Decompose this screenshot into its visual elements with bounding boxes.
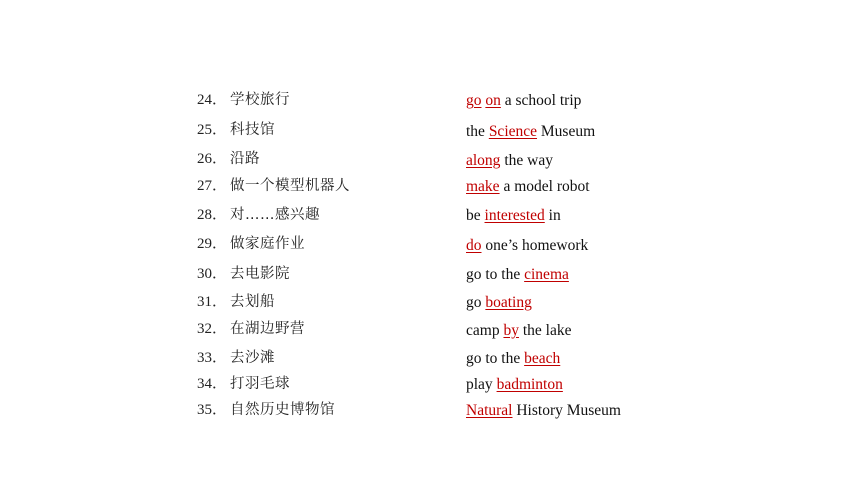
answer-blank: cinema [524,266,569,283]
english-phrase [466,90,581,112]
item-number: 33． [197,350,228,366]
phrase-text: camp [466,322,504,339]
phrase-row-en [0,235,860,259]
item-number: 32． [197,321,228,337]
phrase-text: the way [500,152,553,169]
phrase-row-en [0,374,860,398]
phrase-text: a model robot [499,178,590,195]
item-number: 24． [197,92,228,108]
phrase-row-en [0,121,860,145]
item-number: 26． [197,151,228,167]
item-number: 25． [197,122,228,138]
phrase-text: go to the [466,266,525,283]
chinese-phrase: 打羽毛球 [230,376,290,392]
phrase-text: go [466,294,486,311]
english-phrase [466,264,569,286]
phrase-row-en [0,400,860,424]
phrase-text: the lake [518,322,572,339]
english-phrase [466,320,571,342]
chinese-phrase: 做家庭作业 [230,236,305,252]
answer-blank: along [466,152,501,169]
phrase-row-en [0,176,860,200]
english-phrase [466,235,588,257]
chinese-phrase: 去沙滩 [230,350,275,366]
phrase-text: one’s homework [481,237,589,254]
phrase-text: in [544,207,561,224]
phrase-text: a school trip [500,92,582,109]
item-number: 28． [197,207,228,223]
english-phrase [466,121,595,143]
chinese-phrase: 沿路 [230,151,260,167]
item-number: 31． [197,294,228,310]
chinese-phrase: 在湖边野营 [230,321,305,337]
english-phrase [466,205,561,227]
answer-blank: by [503,322,519,339]
phrase-row-en [0,205,860,229]
chinese-phrase: 去电影院 [230,266,290,282]
phrase-row-en [0,90,860,114]
chinese-phrase: 科技馆 [230,122,275,138]
english-phrase [466,176,590,198]
answer-blank: do [466,237,482,254]
answer-blank: go [466,92,482,109]
english-phrase [466,292,532,314]
english-phrase [466,150,553,172]
phrase-text: go to the [466,350,525,367]
english-phrase [466,400,621,422]
answer-blank: make [466,178,500,195]
answer-blank: badminton [496,376,563,393]
answer-blank: Science [488,123,538,140]
answer-blank: interested [484,207,545,224]
phrase-row-en [0,348,860,372]
answer-blank: boating [485,294,532,311]
phrase-row-en [0,292,860,316]
english-phrase [466,348,560,370]
item-number: 29． [197,236,228,252]
phrase-row-en [0,264,860,288]
phrase-text: History Museum [512,402,621,419]
english-phrase [466,374,563,396]
phrase-text: Museum [537,123,596,140]
phrase-row-en [0,150,860,174]
phrase-text: be [466,207,485,224]
chinese-phrase: 学校旅行 [230,92,290,108]
item-number: 30． [197,266,228,282]
item-number: 35． [197,402,228,418]
item-number: 27． [197,178,228,194]
phrase-text: the [466,123,489,140]
answer-blank: beach [524,350,561,367]
chinese-phrase: 做一个模型机器人 [230,178,350,194]
answer-blank: Natural [466,402,513,419]
phrase-text: play [466,376,497,393]
chinese-phrase: 自然历史博物馆 [230,402,335,418]
item-number: 34． [197,376,228,392]
answer-blank: on [485,92,501,109]
chinese-phrase: 对……感兴趣 [230,207,320,223]
phrase-row-en [0,320,860,344]
chinese-phrase: 去划船 [230,294,275,310]
